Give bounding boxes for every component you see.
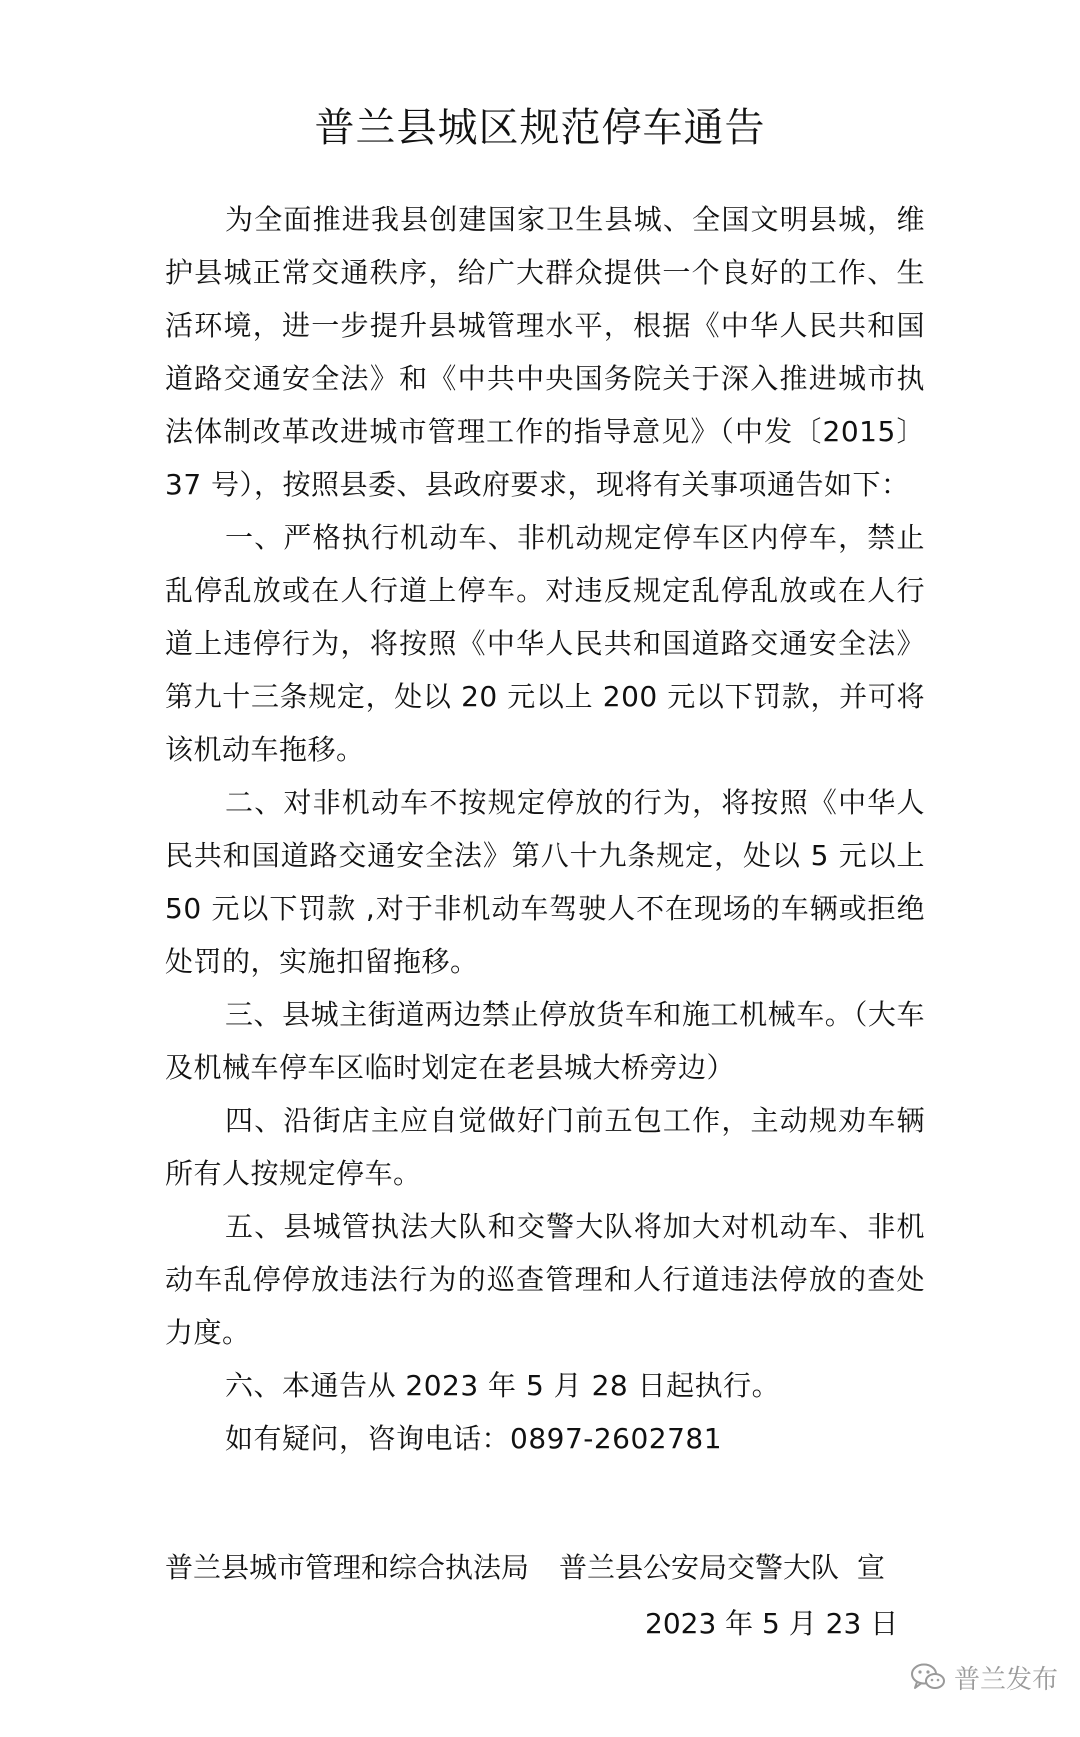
document-title: 普兰县城区规范停车通告	[314, 105, 766, 151]
paragraph-item-6: 六、本通告从 2023 年 5 月 28 日起执行。	[225, 1369, 781, 1402]
watermark-text: 普兰发布	[953, 1664, 1058, 1695]
signature-block	[165, 1540, 965, 1640]
paragraph-intro: 为全面推进我县创建国家卫生县城、全国文明县城，维护县城正常交通秩序，给广大群众提供一个良好的工作、生活环境，进一步提升县城管理水平，根据《中华人民共和国道路交通安全法》和《中共中央国务院关于深入推进城市执法体制改革改进城市管理工作的指导意见》（中发〔2015〕37 号），按照县委、县政府要求，现将有关事项通告如下：	[165, 203, 925, 501]
wechat-icon	[910, 1662, 946, 1692]
paragraph-contact: 如有疑问，咨询电话：0897-2602781	[225, 1422, 723, 1455]
signature-org-traffic-police: 普兰县公安局交警大队	[559, 1551, 840, 1584]
paragraph-item-5: 五、县城管执法大队和交警大队将加大对机动车、非机动车乱停停放违法行为的巡查管理和人行道违法停放的查处力度。	[165, 1210, 925, 1349]
document-body	[165, 193, 925, 1465]
paragraph-item-3: 三、县城主街道两边禁止停放货车和施工机械车。（大车及机械车停车区临时划定在老县城大桥旁边）	[165, 998, 925, 1084]
signature-org-city-management: 普兰县城市管理和综合执法局	[165, 1551, 530, 1584]
paragraph-item-2: 二、对非机动车不按规定停放的行为，将按照《中华人民共和国道路交通安全法》第八十九条规定，处以 5 元以上 50 元以下罚款 ,对于非机动车驾驶人不在现场的车辆或拒绝处罚的，实施扣留拖移。	[165, 786, 925, 978]
paragraph-item-1: 一、严格执行机动车、非机动规定停车区内停车，禁止乱停乱放或在人行道上停车。对违反规定乱停乱放或在人行道上违停行为，将按照《中华人民共和国道路交通安全法》第九十三条规定，处以 20 元以上 200 元以下罚款，并可将该机动车拖移。	[165, 521, 925, 766]
wechat-watermark	[910, 1657, 1058, 1697]
paragraph-item-4: 四、沿街店主应自觉做好门前五包工作，主动规劝车辆所有人按规定停车。	[165, 1104, 925, 1190]
signature-orgs	[165, 1540, 965, 1596]
signature-trailing-char: 宣	[856, 1551, 885, 1584]
signature-date: 2023 年 5 月 23 日	[645, 1607, 899, 1640]
